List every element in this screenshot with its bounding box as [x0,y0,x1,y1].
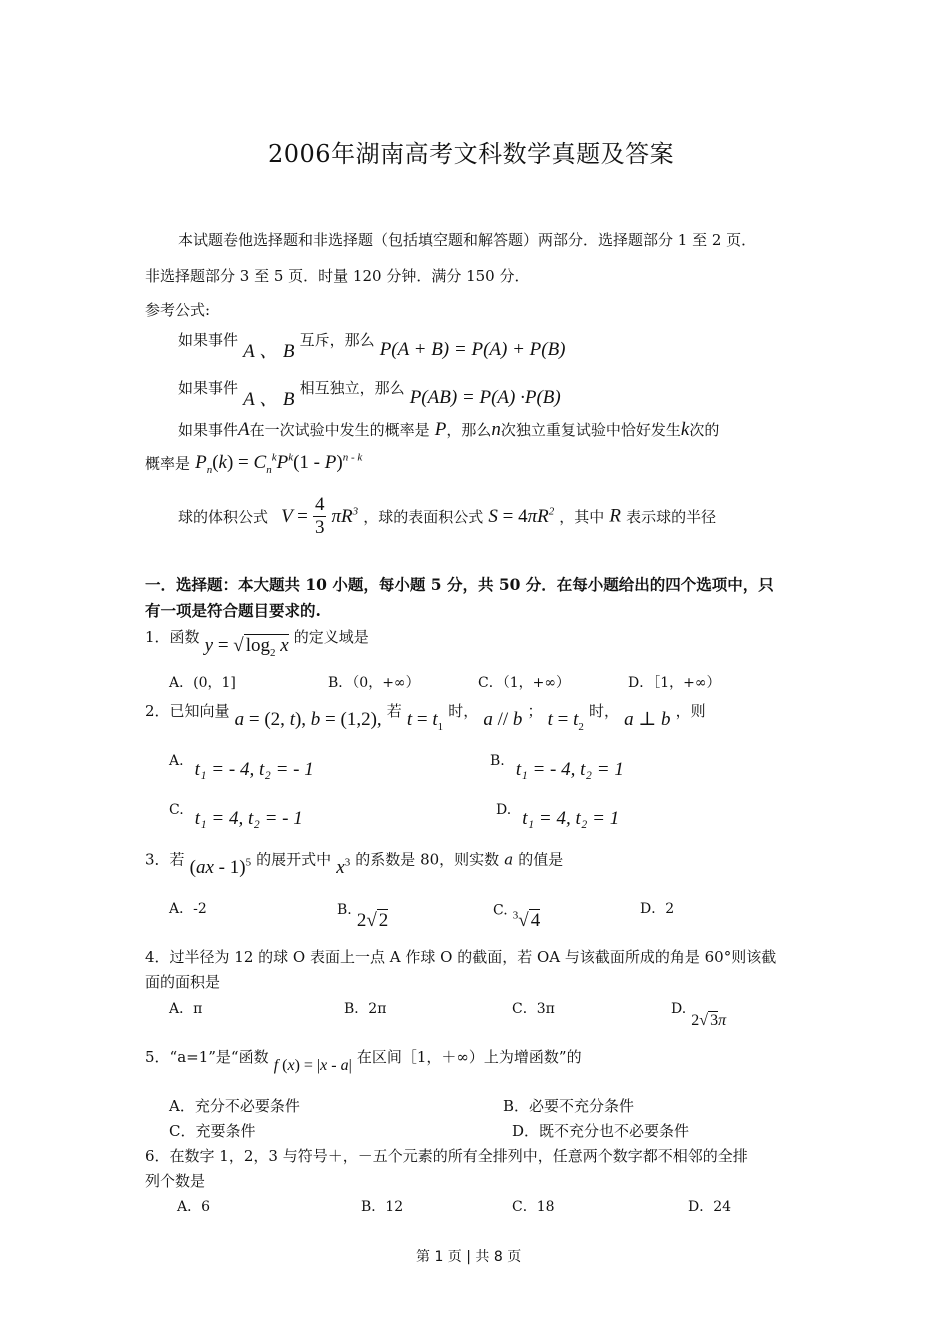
question-3-option-b: B. 2√ 2 [337,902,389,931]
question-5-option-b: B．必要不充分条件 [503,1097,635,1115]
question-6-option-a: A．6 [177,1199,211,1215]
question-4-line-2: 面的面积是 [145,973,221,991]
page-title: 2006年湖南高考文科数学真题及答案 [268,140,675,168]
question-3-option-a: A．-2 [169,901,207,917]
intro-line-1: 本试题卷他选择题和非选择题（包括填空题和解答题）两部分．选择题部分 1 至 2 页． [178,231,757,249]
question-6-line-1: 6．在数字 1，2，3 与符号＋，－五个元素的所有全排列中，任意两个数字都不相邻的全排 [145,1147,748,1165]
question-2-option-b: B. t₁ = - 4, t₂ = 1 [490,753,624,780]
question-4-line-1: 4．过半径为 12 的球 O 表面上一点 A 作球 O 的截面，若 OA 与该截面所成的角是 60°则该截 [145,948,777,966]
formula-3-line-2: 概率是 $P_n(k) = C_n^kP^k(1 - P)^{n - k}$ [145,452,363,477]
section-1-heading-line-1: 一．选择题：本大题共 10 小题，每小题 5 分，共 50 分．在每小题给出的四个选项中，只 [145,575,774,594]
question-6-option-c: C．18 [512,1199,555,1215]
section-1-heading-line-2: 有一项是符合题目要求的. [145,601,321,620]
question-2: 2．已知向量 a = (2, t), b = (1,2), 若 $t = t_1$ 时， a // b ； $t = t_2$ 时， a ⊥ b ，则 [145,702,706,733]
formula-2: 如果事件 A 、 B 相互独立，那么 P(AB) = P(A) ·P(B) [178,379,561,410]
question-3-option-c: C. $^3$√ 4 [493,902,541,932]
question-1-option-d: D．［1，+∞） [628,675,721,691]
question-4-option-a: A．π [169,1001,203,1017]
formula-1: 如果事件 A 、 B 互斥，那么 P(A + B) = P(A) + P(B) [178,331,566,362]
question-5-option-c: C．充要条件 [169,1122,256,1140]
question-6-option-b: B．12 [361,1199,404,1215]
question-6-option-d: D．24 [688,1199,732,1215]
intro-line-2: 非选择题部分 3 至 5 页．时量 120 分钟．满分 150 分． [145,267,530,285]
question-3-option-d: D．2 [640,901,675,917]
question-4-option-d: D. 2√ 3π [671,1001,727,1029]
question-2-option-d: D. t₁ = 4, t₂ = 1 [496,802,620,829]
question-4-option-c: C．3π [512,1001,555,1017]
question-5-option-d: D．既不充分也不必要条件 [512,1122,690,1140]
question-1-option-c: C．（1，+∞） [478,675,571,691]
question-2-option-c: C. t₁ = 4, t₂ = - 1 [169,802,303,829]
question-5-option-a: A．充分不必要条件 [169,1097,300,1115]
question-6-line-2: 列个数是 [145,1172,206,1190]
question-1-option-a: A．(0，1] [169,675,236,691]
page-footer: 第 1 页 | 共 8 页 [416,1249,522,1265]
question-2-option-a: A. t₁ = - 4, t₂ = - 1 [169,753,314,780]
question-5: 5．“a=1”是“函数 f (x) = |x - a| 在区间［1，＋∞）上为增函数”的 [145,1048,582,1074]
question-1: 1．函数 y = √ $\log_2 x$ 的定义域是 [145,628,369,659]
formula-3-line-1: 如果事件A在一次试验中发生的概率是 P，那么n次独立重复试验中恰好发生k次的 [178,419,720,440]
formula-heading: 参考公式: [145,301,211,319]
question-4-option-b: B．2π [344,1001,387,1017]
formula-4: 球的体积公式 V = $\frac{4}{3}$ $\pi R^3$ ，球的表面积公式 $S = 4\pi R^2$ ，其中 R 表示球的半径 [178,494,717,538]
question-1-option-b: B．（0，+∞） [328,675,420,691]
question-3: 3．若 (ax - 1)$^5$ 的展开式中 $x^3$ 的系数是 80，则实数 a 的值是 [145,850,564,879]
